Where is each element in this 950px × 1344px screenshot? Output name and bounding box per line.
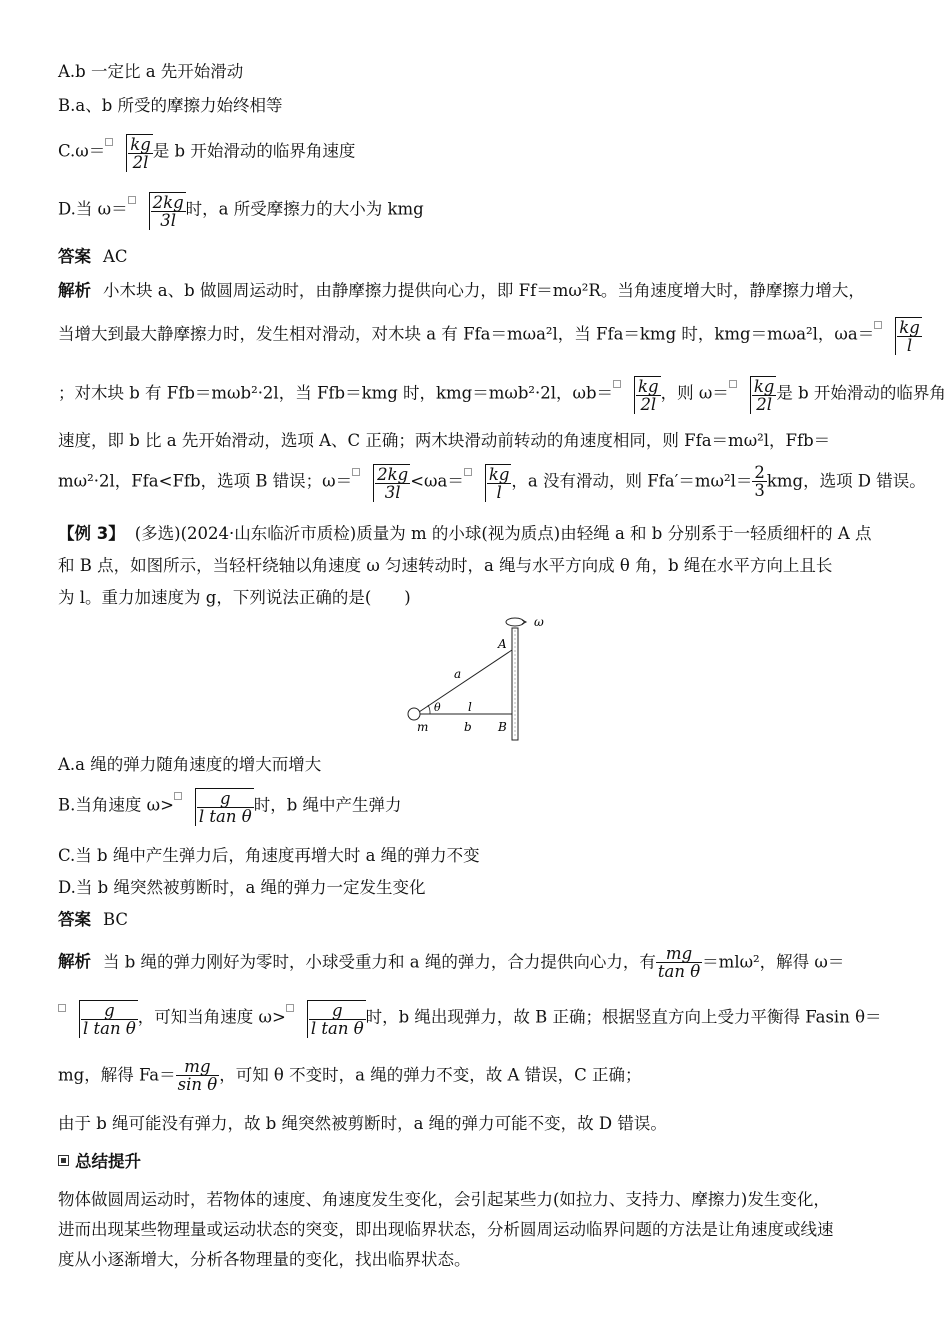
analysis-label: 解析 — [58, 281, 91, 300]
fraction-mg-sin — [176, 1058, 220, 1094]
sqrt-kg-2l — [622, 374, 661, 414]
sqrt-2kg-3l — [361, 462, 410, 502]
numerator: mg — [656, 945, 702, 963]
example-3-line-2: 和 B 点，如图所示，当轻杆绕轴以角速度 ω 匀速转动时，a 绳与水平方向成 θ 角，b 绳在水平方向上且长 — [58, 556, 833, 575]
option-d-suffix: 时，a 所受摩擦力的大小为 kmg — [185, 199, 424, 219]
denominator: l tan θ — [198, 807, 252, 827]
numerator: kg — [130, 135, 151, 154]
answer-label: 答案 — [58, 247, 91, 266]
option-text: B.当角速度 ω> — [58, 795, 174, 815]
example-label: 【例 3】 — [58, 524, 125, 543]
numerator: 2kg — [152, 193, 184, 212]
sqrt-g-ltan — [183, 786, 254, 826]
numerator: 2kg — [377, 465, 409, 484]
analysis-text: ，可知 θ 不变时，a 绳的弹力不变，故 A 错误，C 正确； — [219, 1065, 642, 1085]
omega-label: ω — [534, 615, 544, 629]
analysis-text: kmg，选项 D 错误。 — [766, 471, 926, 491]
placeholder-box — [464, 468, 472, 476]
ex3-option-c: C.当 b 绳中产生弹力后，角速度再增大时 a 绳的弹力不变 — [58, 846, 480, 865]
point-b-label: B — [498, 720, 507, 734]
option-d — [58, 190, 890, 230]
option-b: B.a、b 所受的摩擦力始终相等 — [58, 96, 283, 115]
analysis-text: mg，解得 Fa＝ — [58, 1065, 176, 1085]
ex3-answer-row — [58, 910, 890, 930]
placeholder-box — [729, 380, 737, 388]
analysis-text: 是 b 开始滑动的临界角 — [776, 383, 946, 403]
example-text: (多选)(2024·山东临沂市质检)质量为 m 的小球(视为质点)由轻绳 a 和 b 分别系于一轻质细杆的 A 点 — [134, 524, 872, 543]
ex3-analysis-line-4: 由于 b 绳可能没有弹力，故 b 绳突然被剪断时，a 绳的弹力可能不变，故 D 错误。 — [58, 1114, 667, 1133]
analysis-line-4: 速度，即 b 比 a 先开始滑动，选项 A、C 正确；两木块滑动前转动的角速度相同，则 Ffa＝mω²l，Ffb＝ — [58, 431, 831, 450]
answer-label: 答案 — [58, 910, 91, 929]
numerator: g — [81, 1002, 138, 1020]
denominator: 2l — [756, 395, 772, 415]
numerator: mg — [176, 1058, 220, 1076]
ex3-option-b — [58, 786, 890, 826]
ball — [408, 708, 420, 720]
denominator: 3 — [754, 481, 765, 501]
summary-line-3: 度从小逐渐增大，分析各物理量的变化，找出临界状态。 — [58, 1250, 471, 1269]
option-d-prefix: D.当 ω＝ — [58, 199, 128, 219]
fraction-2-3 — [752, 464, 767, 500]
denominator: l — [906, 336, 913, 356]
analysis-text: <ωa＝ — [410, 471, 464, 491]
option-a: A.b 一定比 a 先开始滑动 — [58, 62, 244, 81]
denominator: 3l — [384, 483, 401, 503]
summary-line-2: 进而出现某些物理量或运动状态的突变，即出现临界状态，分析圆周运动临界问题的方法是让角速度或线速 — [58, 1220, 834, 1239]
denominator: 2l — [132, 153, 149, 173]
analysis-text: ＝mlω²，解得 ω＝ — [702, 952, 845, 972]
placeholder-box — [286, 1004, 294, 1012]
answer-row — [58, 247, 890, 267]
placeholder-box — [613, 380, 621, 388]
example-3-line-1 — [58, 524, 890, 544]
ex3-analysis-line-2 — [58, 998, 890, 1038]
answer-value: AC — [103, 247, 128, 266]
mass-label: m — [417, 720, 429, 734]
sqrt-2kg-3l — [137, 190, 186, 230]
fraction-mg-tan — [656, 945, 702, 981]
summary-heading — [58, 1152, 890, 1172]
analysis-line-2 — [58, 315, 920, 356]
answer-value: BC — [103, 910, 129, 929]
analysis-text: mω²·2l，Ffa<Ffb，选项 B 错误；ω＝ — [58, 471, 353, 491]
option-c — [58, 132, 890, 172]
numerator: kg — [899, 318, 920, 337]
sqrt-g-ltan — [67, 998, 138, 1038]
denominator: sin θ — [177, 1075, 218, 1095]
sqrt-kg-l — [473, 462, 512, 502]
option-text: 时，b 绳中产生弹力 — [253, 795, 402, 815]
rope-b-label: b — [464, 720, 472, 734]
denominator: l tan θ — [83, 1019, 136, 1039]
denominator: tan θ — [657, 962, 701, 982]
numerator: kg — [638, 377, 659, 396]
analysis-text: 时，b 绳出现弹力，故 B 正确；根据竖直方向上受力平衡得 Fasin θ＝ — [365, 1007, 882, 1027]
analysis-line-3 — [58, 374, 946, 415]
sqrt-kg-2l — [114, 132, 153, 172]
ex3-analysis-line-3 — [58, 1058, 890, 1094]
analysis-line-5 — [58, 462, 926, 503]
rotation-arrow — [506, 618, 524, 626]
placeholder-box — [58, 1004, 66, 1012]
numerator: g — [309, 1002, 366, 1020]
ex3-analysis-line-1 — [58, 945, 890, 981]
numerator: kg — [488, 465, 510, 484]
rope-a — [416, 650, 512, 714]
placeholder-box — [128, 196, 136, 204]
rope-a-label: a — [454, 667, 462, 681]
denominator: 2l — [640, 395, 657, 415]
option-c-suffix: 是 b 开始滑动的临界角速度 — [152, 141, 356, 161]
denominator: l — [496, 483, 502, 503]
placeholder-box — [352, 468, 360, 476]
numerator: g — [197, 790, 254, 808]
analysis-text: ，则 ω＝ — [660, 383, 729, 403]
analysis-text: ，可知当角速度 ω> — [137, 1007, 286, 1027]
analysis-text: ；对木块 b 有 Ffb＝mωb²·2l，当 Ffb＝kmg 时，kmg＝mωb²·2l，ωb＝ — [58, 383, 614, 403]
denominator: 3l — [160, 211, 177, 231]
numerator: 2 — [754, 463, 765, 482]
analysis-line-1 — [58, 281, 890, 301]
sqrt-g-ltan — [295, 998, 366, 1038]
rod-rope-figure — [400, 610, 560, 745]
summary-title: 总结提升 — [75, 1152, 141, 1171]
ex3-option-d: D.当 b 绳突然被剪断时，a 绳的弹力一定发生变化 — [58, 878, 426, 897]
placeholder-box — [174, 792, 182, 800]
placeholder-box — [105, 138, 113, 146]
point-a-label: A — [498, 637, 507, 651]
analysis-text: 当增大到最大静摩擦力时，发生相对滑动，对木块 a 有 Ffa＝mωa²l，当 Ffa＝kmg 时，kmg＝mωa²l，ωa＝ — [58, 324, 875, 344]
theta-label: θ — [434, 701, 441, 714]
placeholder-box — [874, 321, 882, 329]
sqrt-kg-2l — [738, 374, 777, 414]
analysis-text: 小木块 a、b 做圆周运动时，由静摩擦力提供向心力，即 Ff＝mω²R。当角速度增大时，静摩擦力增大， — [103, 281, 865, 300]
sqrt-kg-l — [883, 315, 922, 355]
analysis-text: ，a 没有滑动，则 Ffa′＝mω²l＝ — [511, 471, 753, 491]
square-bullet-icon — [58, 1155, 69, 1166]
denominator: l tan θ — [310, 1019, 364, 1039]
example-3-line-3: 为 l。重力加速度为 g，下列说法正确的是( ) — [58, 588, 411, 607]
summary-line-1: 物体做圆周运动时，若物体的速度、角速度发生变化，会引起某些力(如拉力、支持力、摩擦力)发生变化， — [58, 1190, 830, 1209]
ex3-option-a: A.a 绳的弹力随角速度的增大而增大 — [58, 755, 322, 774]
analysis-label: 解析 — [58, 952, 91, 972]
theta-arc — [428, 705, 430, 714]
analysis-text: 当 b 绳的弹力刚好为零时，小球受重力和 a 绳的弹力，合力提供向心力，有 — [103, 952, 656, 972]
numerator: kg — [753, 377, 775, 396]
option-c-prefix: C.ω＝ — [58, 141, 106, 161]
length-label: l — [468, 700, 472, 714]
